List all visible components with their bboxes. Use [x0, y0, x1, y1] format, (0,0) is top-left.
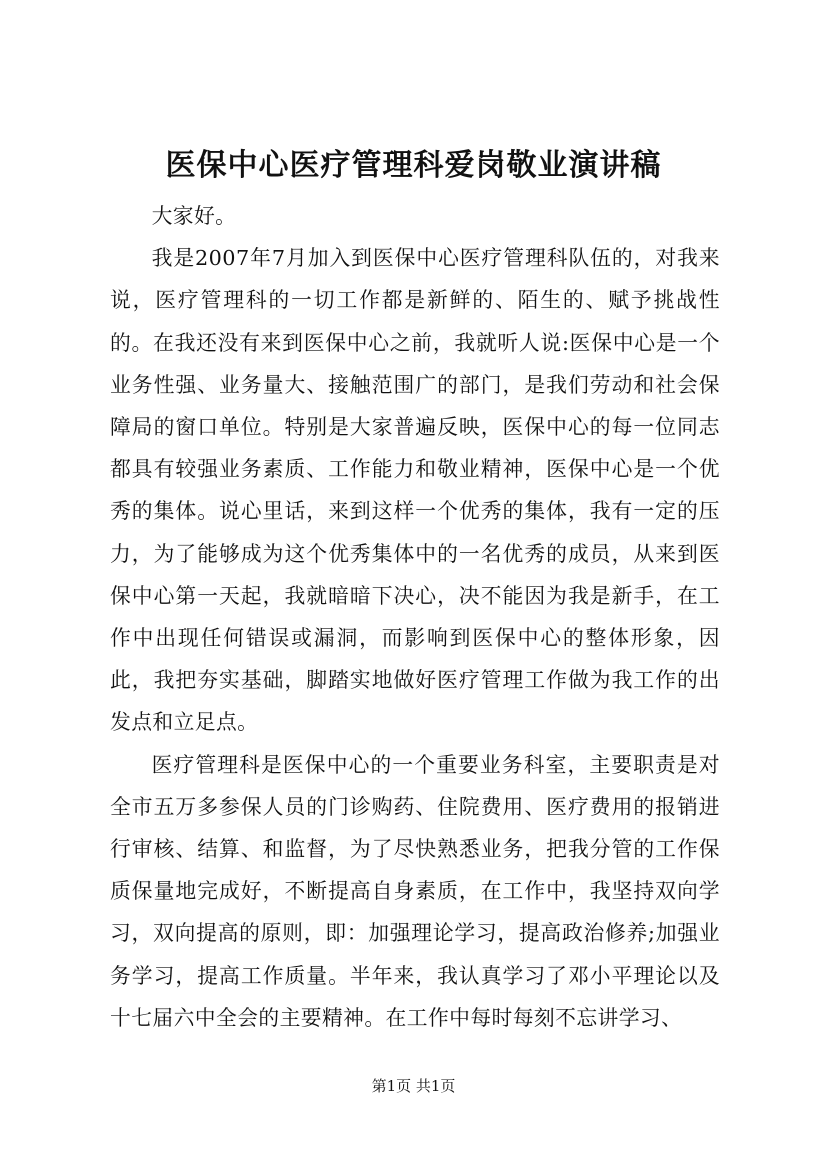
paragraph-department-duties: 医疗管理科是医保中心的一个重要业务科室，主要职责是对全市五万多参保人员的门诊购药、住院费用、医疗费用的报销进行审核、结算、和监督，为了尽快熟悉业务，把我分管的工作保质保量地完成好，不断提高自身素质，在工作中，我坚持双向学习，双向提高的原则，即：加强理论学习，提高政治修养;加强业务学习，提高工作质量。半年来，我认真学习了邓小平理论以及十七届六中全会的主要精神。在工作中每时每刻不忘讲学习、 [110, 752, 720, 1030]
document-title: 医保中心医疗管理科爱岗敬业演讲稿 [165, 148, 662, 183]
paragraph-greeting: 大家好。 [151, 204, 237, 228]
page-number-footer: 第1页 共1页 [371, 1077, 456, 1095]
paragraph-introduction: 我是2007年7月加入到医保中心医疗管理科队伍的，对我来说，医疗管理科的一切工作都是新鲜的、陌生的、赋予挑战性的。在我还没有来到医保中心之前，我就听人说:医保中心是一个业务性强、业务量大、接触范围广的部门，是我们劳动和社会保障局的窗口单位。特别是大家普遍反映，医保中心的每一位同志都具有较强业务素质、工作能力和敬业精神，医保中心是一个优秀的集体。说心里话，来到这样一个优秀的集体，我有一定的压力，为了能够成为这个优秀集体中的一名优秀的成员，从来到医保中心第一天起，我就暗暗下决心，决不能因为我是新手，在工作中出现任何错误或漏洞，而影响到医保中心的整体形象，因此，我把夯实基础，脚踏实地做好医疗管理工作做为我工作的出发点和立足点。 [110, 246, 720, 735]
document-body [110, 195, 720, 1039]
